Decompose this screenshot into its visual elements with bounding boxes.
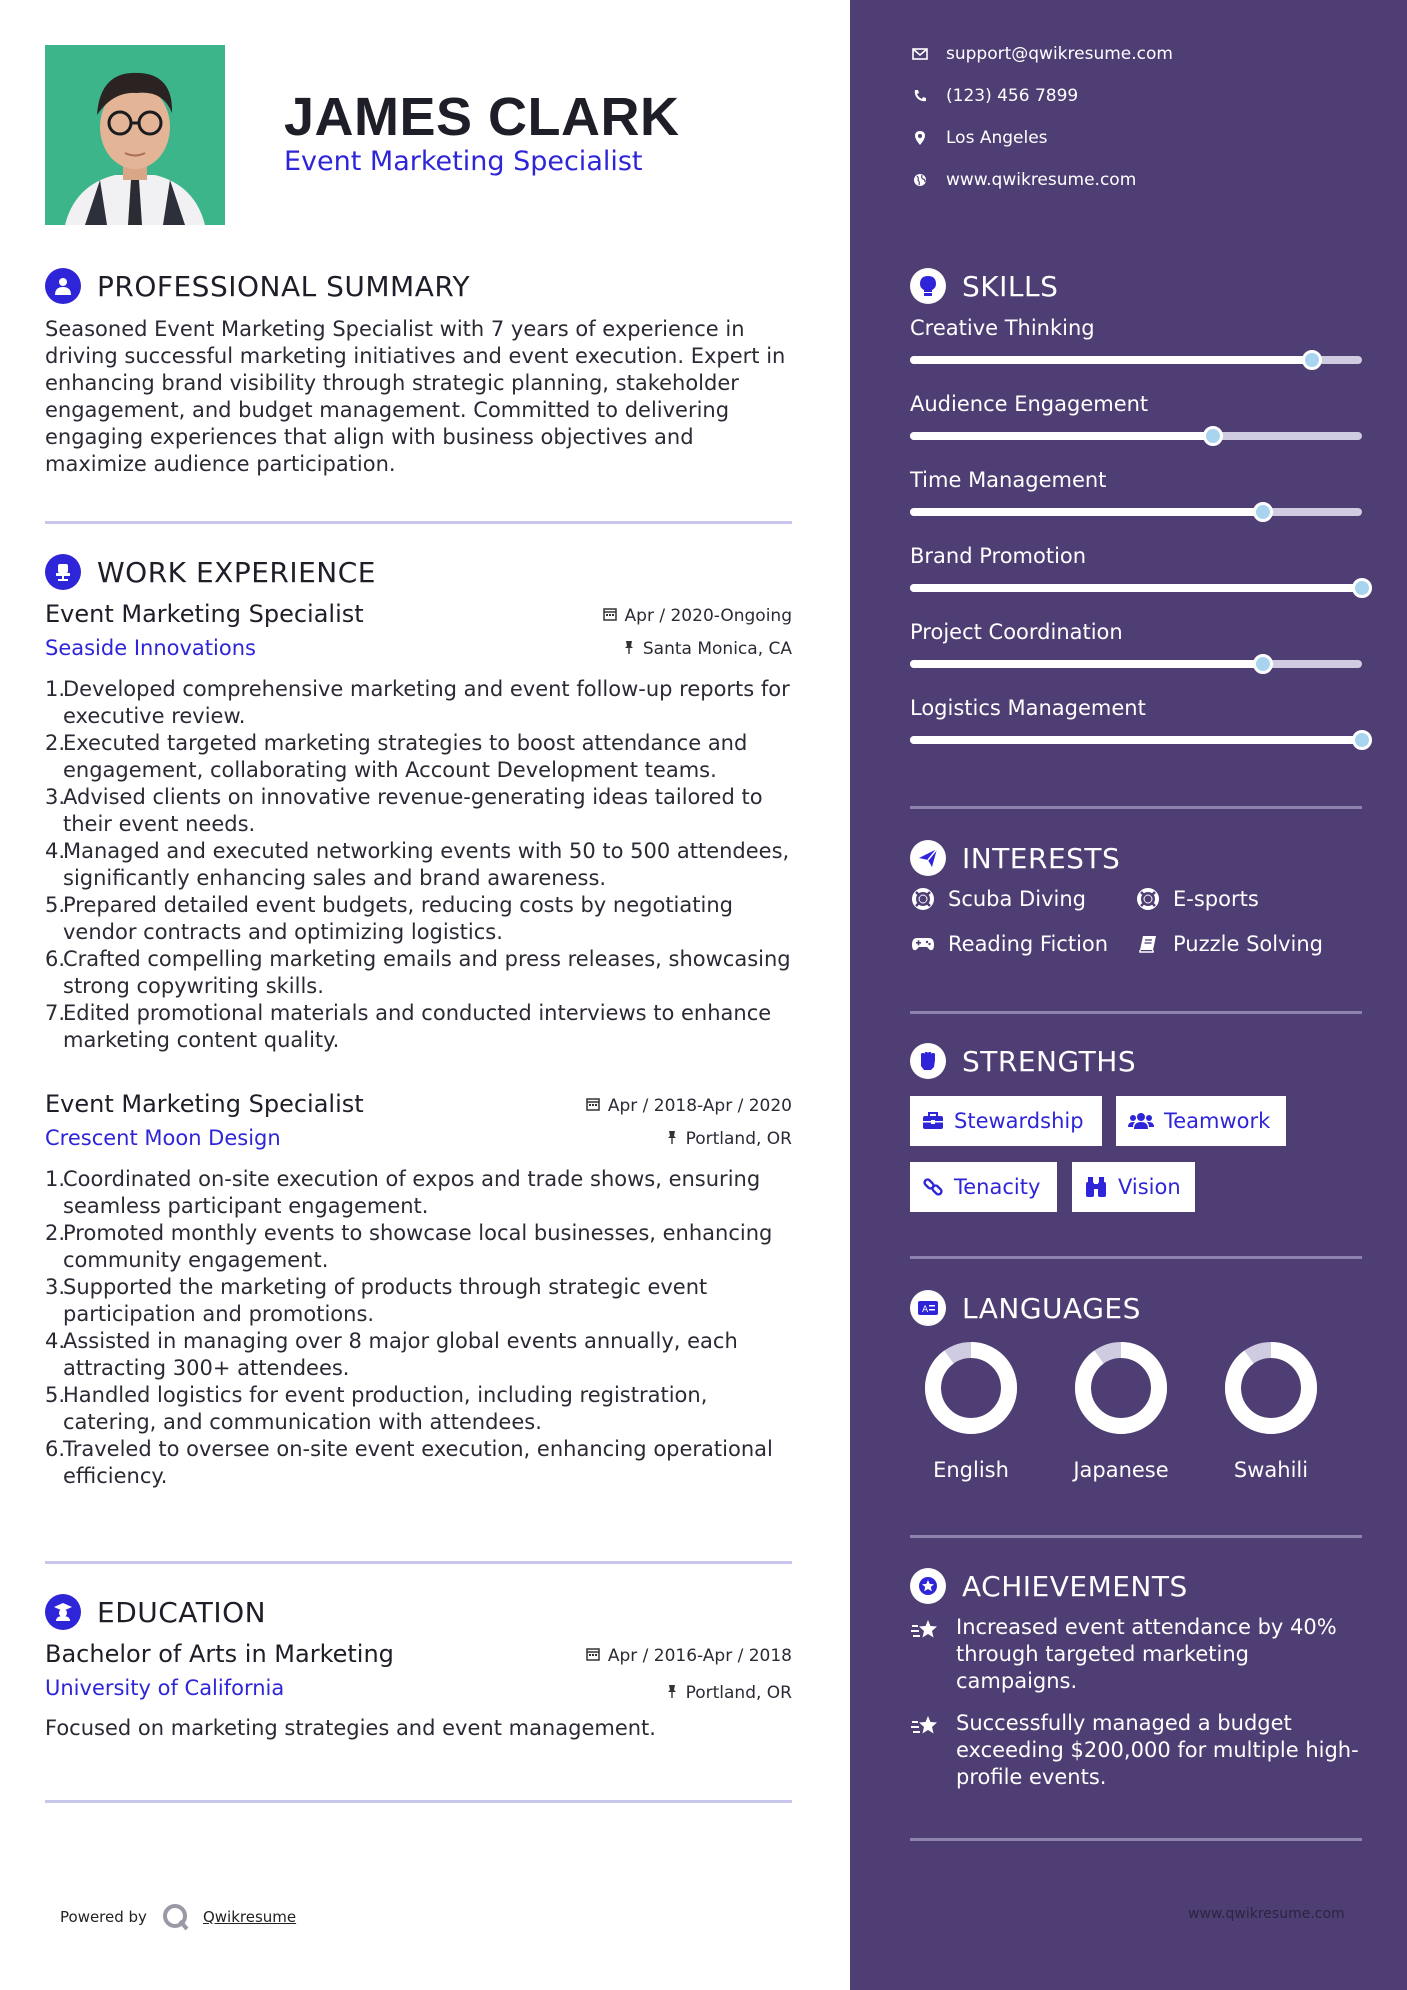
pin-icon — [666, 1129, 678, 1149]
strength-label: Teamwork — [1164, 1109, 1271, 1133]
section-divider — [910, 1256, 1362, 1259]
profile-photo — [45, 45, 225, 225]
job-date — [586, 1096, 792, 1116]
interest-label: Puzzle Solving — [1173, 932, 1323, 956]
skill-fill — [910, 736, 1362, 744]
contact-phone — [910, 86, 1078, 106]
skill-knob — [1302, 350, 1322, 370]
list-item: Handled logistics for event production, including registration, catering, and communication with attendees. — [63, 1383, 708, 1434]
job-company: Seaside Innovations — [45, 636, 256, 660]
contact-website — [910, 170, 1136, 190]
list-item: Prepared detailed event budgets, reducing costs by negotiating vendor contracts and optimizing logistics. — [63, 893, 733, 944]
education-entry — [45, 1640, 792, 1740]
job-location — [623, 639, 792, 659]
skills-heading-row — [910, 268, 1058, 304]
skill-knob — [1253, 502, 1273, 522]
paper-plane-icon — [910, 840, 946, 876]
education-date-text: Apr / 2016-Apr / 2018 — [607, 1646, 792, 1666]
calendar-icon — [603, 606, 617, 626]
skill-fill — [910, 660, 1263, 668]
education-heading-row — [45, 1594, 266, 1630]
skill-item — [910, 468, 1362, 516]
office-chair-icon — [45, 554, 81, 590]
book-icon — [1135, 934, 1161, 954]
candidate-name: JAMES CLARK — [284, 87, 680, 147]
interest-item — [1135, 887, 1259, 911]
list-item: Edited promotional materials and conducted interviews to enhance marketing content quality. — [63, 1001, 772, 1052]
strengths-heading-row — [910, 1043, 1136, 1079]
strength-chip — [1072, 1162, 1195, 1212]
sidebar — [850, 0, 1407, 1990]
language-name: English — [933, 1458, 1009, 1482]
achievements-heading-row — [910, 1568, 1188, 1604]
interest-label: Scuba Diving — [948, 887, 1086, 911]
education-date — [586, 1646, 792, 1666]
list-item: Assisted in managing over 8 major global events annually, each attracting 300+ attendees. — [63, 1329, 738, 1380]
strength-chip — [910, 1162, 1057, 1212]
star-badge-icon — [910, 1568, 946, 1604]
skill-fill — [910, 584, 1362, 592]
list-item: Developed comprehensive marketing and event follow-up reports for executive review. — [63, 677, 790, 728]
skill-item — [910, 620, 1362, 668]
skill-item — [910, 392, 1362, 440]
job-entry — [45, 1090, 792, 1490]
language-name: Japanese — [1073, 1458, 1169, 1482]
list-item: Traveled to oversee on-site event execution, enhancing operational efficiency. — [63, 1437, 773, 1488]
section-title: SKILLS — [962, 269, 1059, 303]
briefcase-icon — [922, 1112, 944, 1130]
list-item: Crafted compelling marketing emails and press releases, showcasing strong copywriting skills. — [63, 947, 791, 998]
language-ring — [1071, 1338, 1171, 1438]
education-description: Focused on marketing strategies and event management. — [45, 1716, 656, 1740]
sparkle-star-icon — [910, 1614, 940, 1695]
job-date-text: Apr / 2018-Apr / 2020 — [607, 1096, 792, 1116]
summary-heading-row — [45, 268, 470, 304]
life-ring-icon — [910, 888, 936, 910]
candidate-title: Event Marketing Specialist — [284, 146, 643, 177]
powered-by — [60, 1902, 296, 1932]
skill-fill — [910, 432, 1213, 440]
section-divider — [45, 1561, 792, 1564]
section-divider — [910, 1011, 1362, 1014]
job-company: Crescent Moon Design — [45, 1126, 281, 1150]
pin-icon — [666, 1683, 678, 1703]
skill-knob — [1352, 578, 1372, 598]
job-location-text: Portland, OR — [685, 1129, 792, 1149]
skill-name: Project Coordination — [910, 620, 1123, 644]
skill-name: Creative Thinking — [910, 316, 1095, 340]
job-location-text: Santa Monica, CA — [642, 639, 792, 659]
map-marker-icon — [910, 131, 930, 145]
strength-label: Tenacity — [954, 1175, 1041, 1199]
section-title: PROFESSIONAL SUMMARY — [97, 269, 471, 303]
job-entry — [45, 600, 792, 1054]
link-icon — [922, 1176, 944, 1198]
job-date — [603, 606, 792, 626]
job-role: Event Marketing Specialist — [45, 1090, 364, 1118]
footer-url[interactable]: www.qwikresume.com — [1188, 1906, 1345, 1922]
strength-label: Vision — [1118, 1175, 1181, 1199]
skill-slider — [910, 584, 1362, 592]
binoculars-icon — [1084, 1176, 1108, 1198]
contact-location — [910, 128, 1048, 148]
job-bullets — [45, 676, 792, 1054]
contact-email — [910, 44, 1173, 64]
globe-icon — [910, 173, 930, 187]
skill-name: Audience Engagement — [910, 392, 1149, 416]
section-divider — [45, 1800, 792, 1803]
job-date-text: Apr / 2020-Ongoing — [624, 606, 792, 626]
section-divider — [910, 806, 1362, 809]
achievement-text: Increased event attendance by 40% through targeted marketing campaigns. — [956, 1615, 1337, 1693]
language-ring — [1221, 1338, 1321, 1438]
job-role: Event Marketing Specialist — [45, 600, 364, 628]
skill-name: Logistics Management — [910, 696, 1146, 720]
job-location — [666, 1129, 792, 1149]
degree: Bachelor of Arts in Marketing — [45, 1640, 394, 1668]
job-bullets — [45, 1166, 792, 1490]
skill-knob — [1352, 730, 1372, 750]
language-icon — [910, 1290, 946, 1326]
location-text: Los Angeles — [946, 128, 1048, 148]
skill-fill — [910, 356, 1312, 364]
envelope-icon — [910, 48, 930, 60]
website-text[interactable]: www.qwikresume.com — [946, 170, 1137, 190]
achievement-item — [910, 1614, 1362, 1695]
skill-slider — [910, 356, 1362, 364]
list-item: Supported the marketing of products through strategic event participation and promotions. — [63, 1275, 708, 1326]
svg-text:A: A — [922, 1305, 929, 1315]
language-item — [1206, 1338, 1336, 1482]
list-item: Advised clients on innovative revenue-generating ideas tailored to their event needs. — [63, 785, 763, 836]
qwikresume-logo-icon — [161, 1902, 191, 1932]
interest-item — [910, 887, 1086, 911]
section-title: ACHIEVEMENTS — [962, 1569, 1188, 1603]
skill-knob — [1203, 426, 1223, 446]
education-location — [666, 1683, 792, 1703]
language-item — [906, 1338, 1036, 1482]
language-ring — [921, 1338, 1021, 1438]
skill-slider — [910, 432, 1362, 440]
interest-label: E-sports — [1173, 887, 1259, 911]
section-title: LANGUAGES — [962, 1291, 1141, 1325]
list-item: Executed targeted marketing strategies to boost attendance and engagement, collaborating with Account Development teams. — [63, 731, 748, 782]
phone-text: (123) 456 7899 — [946, 86, 1079, 106]
achievement-text: Successfully managed a budget exceeding $200,000 for multiple high-profile events. — [956, 1711, 1359, 1789]
sparkle-star-icon — [910, 1710, 940, 1791]
section-title: STRENGTHS — [962, 1044, 1137, 1078]
interest-item — [910, 932, 1108, 956]
achievement-item — [910, 1710, 1362, 1791]
skill-name: Brand Promotion — [910, 544, 1087, 568]
calendar-icon — [586, 1646, 600, 1666]
skill-item — [910, 696, 1362, 744]
strength-label: Stewardship — [954, 1109, 1084, 1133]
skill-name: Time Management — [910, 468, 1107, 492]
skill-slider — [910, 508, 1362, 516]
lightbulb-icon — [910, 268, 946, 304]
section-divider — [910, 1838, 1362, 1841]
skill-knob — [1253, 654, 1273, 674]
section-title: INTERESTS — [962, 841, 1121, 875]
experience-heading-row — [45, 554, 376, 590]
section-title: WORK EXPERIENCE — [97, 555, 376, 589]
qwikresume-link[interactable]: Qwikresume — [202, 1908, 297, 1926]
language-item — [1056, 1338, 1186, 1482]
graduate-icon — [45, 1594, 81, 1630]
interests-heading-row — [910, 840, 1120, 876]
skill-item — [910, 544, 1362, 592]
school: University of California — [45, 1676, 285, 1700]
section-title: EDUCATION — [97, 1595, 267, 1629]
phone-icon — [910, 89, 930, 103]
calendar-icon — [586, 1096, 600, 1116]
user-icon — [45, 268, 81, 304]
fist-icon — [910, 1043, 946, 1079]
section-divider — [910, 1535, 1362, 1538]
life-ring-icon — [1135, 888, 1161, 910]
users-icon — [1128, 1112, 1154, 1130]
list-item: Promoted monthly events to showcase local businesses, enhancing community engagement. — [63, 1221, 773, 1272]
section-divider — [45, 521, 792, 524]
education-location-text: Portland, OR — [685, 1683, 792, 1703]
gamepad-icon — [910, 936, 936, 952]
list-item: Managed and executed networking events with 50 to 500 attendees, significantly enhancing sales and brand awareness. — [63, 839, 790, 890]
email-text[interactable]: support@qwikresume.com — [946, 44, 1173, 64]
interest-item — [1135, 932, 1323, 956]
strength-chip — [1116, 1096, 1286, 1146]
skill-item — [910, 316, 1362, 364]
skill-slider — [910, 736, 1362, 744]
language-name: Swahili — [1233, 1458, 1309, 1482]
skill-slider — [910, 660, 1362, 668]
pin-icon — [623, 639, 635, 659]
powered-by-label: Powered by — [60, 1908, 147, 1926]
list-item: Coordinated on-site execution of expos and trade shows, ensuring seamless participant engagement. — [63, 1167, 761, 1218]
skill-fill — [910, 508, 1263, 516]
languages-heading-row — [910, 1290, 1141, 1326]
interest-label: Reading Fiction — [948, 932, 1109, 956]
summary-text: Seasoned Event Marketing Specialist with 7 years of experience in driving successful marketing initiatives and event execution. Expert in enhancing brand visibility through strategic planning, stakeholder engagement, and budget management. Committed to delivering engaging experiences that align with business objectives and maximize audience participation. — [45, 317, 786, 476]
strength-chip — [910, 1096, 1102, 1146]
